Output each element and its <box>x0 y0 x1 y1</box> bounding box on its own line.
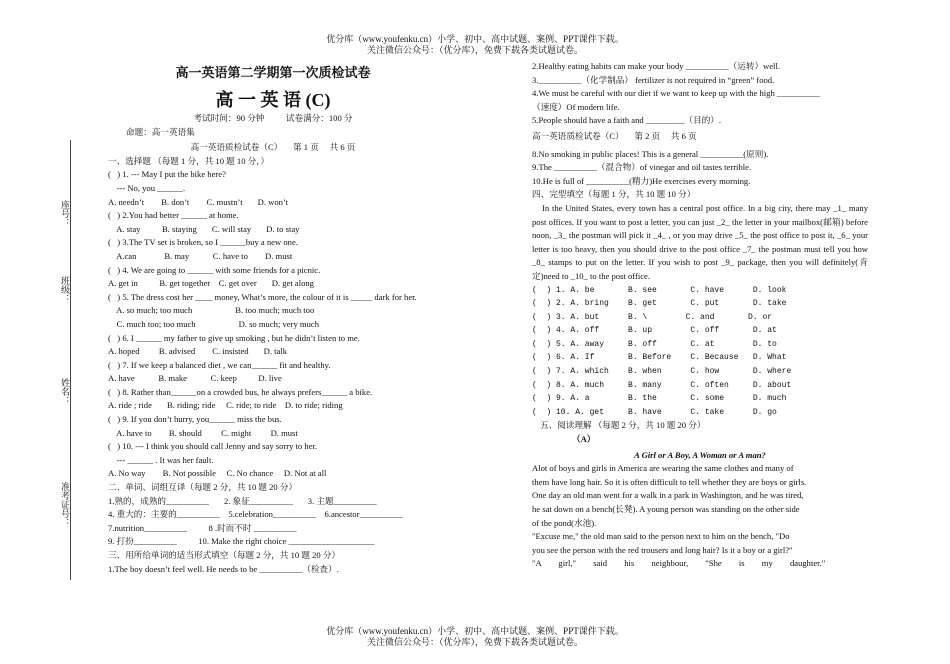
question-line: ( ) 8. Rather than______on a crowded bus, he always prefers______ a bike. <box>108 386 373 397</box>
left-column <box>108 58 438 576</box>
cloze-options <box>532 284 868 420</box>
question-line: ( ) 2.You had better ______ at home. <box>108 210 239 221</box>
page-line-1: 高一英语质检试卷（C） 第 1 页 共 6 页 <box>190 142 356 153</box>
question-line: ( ) 5. The dress cost her ____ money, What’s more, the colour of it is _____ dark for her. <box>108 291 417 302</box>
class-label: 班级： <box>60 276 70 303</box>
cloze-option-row: ( ) 4. A. off B. up C. off D. at <box>532 326 777 336</box>
question-line: ( ) 4. We are going to ______ with some friends for a picnic. <box>108 264 321 275</box>
reading-line: you see the person with the red trousers and long hair? Is it a boy or a girl?" <box>532 544 793 555</box>
question-line: ( ) 1. --- May I put the bike here? <box>108 169 226 180</box>
fill-blank-line: 9.The __________（混合物）of vinegar and oil tastes terrible. <box>532 162 752 173</box>
right-top-list <box>532 60 868 128</box>
ticket-label: 准考证号： <box>60 482 70 527</box>
reading-line: One day an old man went for a walk in a park in Washington, and he was tired, <box>532 490 804 501</box>
seat-label: 座号： <box>60 200 70 227</box>
fill-blank-line: 3.__________（化学制品） fertilizer is not required in “green” food. <box>532 74 775 85</box>
question-line: A. ride ; ride B. riding; ride C. ride; to ride D. to ride; riding <box>108 400 343 411</box>
footer-line-2: 关注微信公众号：（优分库），免费下载各类试题试卷。 <box>366 637 583 647</box>
fill-blank-line: （速度）Of modern life. <box>532 101 620 112</box>
question-line: A. have to B. should C. might D. must <box>108 427 298 438</box>
fill-blank-line: 2.Healthy eating habits can make your body __________（运转）well. <box>532 61 780 71</box>
cloze-option-row: ( ) 8. A. much B. many C. often D. about <box>532 380 792 390</box>
cloze-option-row: ( ) 7. A. which B. when C. how D. where <box>532 367 792 377</box>
question-line: A. so much; too much B. too much; much too <box>108 305 315 316</box>
question-line: --- ______ . It was her fault. <box>108 454 214 465</box>
binding-line <box>70 140 71 580</box>
question-line: A. have B. make C. keep D. live <box>108 373 282 384</box>
fill-blank-line: 10.He is full of __________(精力)He exercises every morning. <box>532 175 751 186</box>
cloze-passage: In the United States, every town has a central post office. In a big city, there may _1_ many post offices. If you want to post a letter, you can just _2_ the letter in your mailbox(邮箱) before noon, _3_ the postman will pick it _4_ , or you may drive _5_ the post office to post it, _6_ your letter is too heavy, then you should drive to the post office _7_ the postman must tell you how _8_ stamps to put on the letter. If you wish to post _9_ package, then you will definitely(肯定)need to _10_ to the post office. <box>532 202 868 281</box>
question-line: --- No, you ______. <box>108 182 186 193</box>
question-line: 1.The boy doesn’t feel well. He needs to be __________（检查）. <box>108 563 339 574</box>
name-label: 姓名： <box>60 378 70 405</box>
exam-title: 高一英语第二学期第一次质检试卷 <box>175 65 371 80</box>
cloze-option-row: ( ) 10. A. get B. have C. take D. go <box>532 407 777 417</box>
right-mid-list <box>532 148 868 202</box>
question-line: 三、用所给单词的适当形式填空（每题 2 分，共 10 题 20 分） <box>108 550 341 560</box>
left-question-list <box>108 155 438 576</box>
header-line-1: 优分库（www.youfenku.cn）小学、初中、高中试题、案例、PPT课件下载。 <box>326 34 624 44</box>
question-line: 7.nutrition__________ 8 .时而不时 __________ <box>108 522 297 533</box>
exam-info: 考试时间：90 分钟 试卷满分：100 分 <box>193 113 353 123</box>
question-line: A. hoped B. advised C. insisted D. talk <box>108 346 288 357</box>
question-line: ( ) 6. I ______ my father to give up smoking , but he didn’t listen to me. <box>108 332 360 343</box>
question-line: ( ) 3.The TV set is broken, so I ______buy a new one. <box>108 237 298 248</box>
reading-line: them have long hair. So it is often difficult to tell whether they are boys or girls. <box>532 476 807 487</box>
right-column <box>532 60 868 571</box>
cloze-option-row: ( ) 1. A. be B. see C. have D. look <box>532 285 787 295</box>
fill-blank-line: 5.People should have a faith and _________（目的）. <box>532 115 722 126</box>
question-line: A. needn’t B. don’t C. mustn’t D. won’t <box>108 196 289 207</box>
exam-author: 命题：高一英语集 <box>126 126 195 137</box>
reading-line: "Excuse me," the old man said to the person next to him on the bench, "Do <box>532 531 790 542</box>
question-line: ( ) 7. If we keep a balanced diet , we can______ fit and healthy. <box>108 359 331 370</box>
reading-passage <box>532 462 868 571</box>
fill-blank-line: 4.We must be careful with our diet if we want to keep up with the high __________ <box>532 88 820 99</box>
reading-line: of the pond(水池). <box>532 517 597 528</box>
question-line: 1.熟的，成熟的__________ 2. 象征__________ 3. 主题__________ <box>108 495 377 506</box>
fill-blank-line: 8.No smoking in public places! This is a general __________(原则). <box>532 148 769 159</box>
question-line: ( ) 10. --- I think you should call Jenny and say sorry to her. <box>108 441 318 452</box>
question-line: ( ) 9. If you don’t hurry, you______ miss the bus. <box>108 414 282 425</box>
cloze-option-row: ( ) 9. A. a B. the C. some D. much <box>532 394 787 404</box>
reading-line: "A girl," said his neighbour, "She is my daughter." <box>532 558 826 569</box>
question-line: A.can B. may C. have to D. must <box>108 250 293 261</box>
fill-blank-line: 四、完型填空（每题 1 分，共 10 题 10 分） <box>532 189 696 200</box>
reading-heading: 五、阅读理解 （每题 2 分，共 10 题 20 分） <box>540 420 706 431</box>
cloze-option-row: ( ) 6. A. If B. Before C. Because D. What <box>532 353 787 363</box>
reading-title: A Girl or A Boy, A Woman or A man? <box>634 449 766 460</box>
header-line-2: 关注微信公众号：（优分库），免费下载各类试题试卷。 <box>366 45 583 55</box>
footer-line-1: 优分库（www.youfenku.cn）小学、初中、高中试题、案例、PPT课件下载。 <box>326 626 624 636</box>
page-footer <box>0 626 950 648</box>
question-line: A. stay B. staying C. will stay D. to stay <box>108 223 300 234</box>
page-line-2: 高一英语质检试卷（C） 第 2 页 共 6 页 <box>532 130 697 141</box>
question-line: 一、选择题 （每题 1 分，共 10 题 10 分，） <box>108 155 270 166</box>
question-line: 9. 打扮__________ 10. Make the right choice ____________________ <box>108 536 375 547</box>
question-line: 二、单词、词组互译（每题 2 分，共 10 题 20 分） <box>108 482 298 493</box>
reading-sub: （A） <box>572 434 596 445</box>
exam-subtitle: 高 一 英 语 (C) <box>215 90 331 110</box>
question-line: A. No way B. Not possible C. No chance D. Not at all <box>108 468 327 479</box>
question-line: A. get in B. get together C. get over D. get along <box>108 278 314 289</box>
reading-line: he sat down on a bench(长凳). A young person was standing on the other side <box>532 504 800 514</box>
page-header <box>0 34 950 56</box>
question-line: 4. 重大的：主要的__________ 5.celebration__________ 6.ancestor__________ <box>108 509 403 520</box>
cloze-option-row: ( ) 3. A. but B. \ C. and D. or <box>532 312 773 322</box>
cloze-option-row: ( ) 5. A. away B. off C. at D. to <box>532 339 777 349</box>
question-line: C. much too; too much D. so much; very much <box>108 318 320 329</box>
cloze-option-row: ( ) 2. A. bring B. get C. put D. take <box>532 299 787 309</box>
reading-line: Alot of boys and girls in America are wearing the same clothes and many of <box>532 463 794 474</box>
